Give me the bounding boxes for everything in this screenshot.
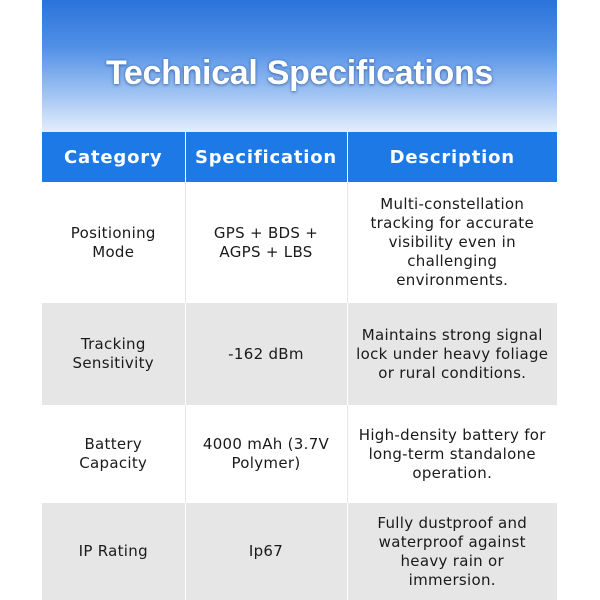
header-category: Category bbox=[42, 132, 185, 182]
cell-description: Fully dustproof and waterproof against heavy rain or immersion. bbox=[347, 503, 557, 600]
table-row bbox=[42, 405, 557, 503]
cell-category: Tracking Sensitivity bbox=[42, 303, 185, 405]
table-row bbox=[42, 503, 557, 600]
cell-category: Positioning Mode bbox=[42, 182, 185, 303]
cell-description: Multi-constellation tracking for accurate visibility even in challenging environments. bbox=[347, 182, 557, 303]
page-title: Technical Specifications bbox=[105, 54, 494, 92]
title-banner bbox=[42, 0, 557, 132]
cell-category: Battery Capacity bbox=[42, 405, 185, 503]
table-row bbox=[42, 303, 557, 405]
cell-description: High-density battery for long-term standalone operation. bbox=[347, 405, 557, 503]
cell-specification: -162 dBm bbox=[185, 303, 347, 405]
table-header-row bbox=[42, 132, 557, 182]
header-specification: Specification bbox=[185, 132, 347, 182]
table-row bbox=[42, 182, 557, 303]
header-description: Description bbox=[347, 132, 557, 182]
cell-specification: Ip67 bbox=[185, 503, 347, 600]
cell-specification: 4000 mAh (3.7V Polymer) bbox=[185, 405, 347, 503]
cell-description: Maintains strong signal lock under heavy foliage or rural conditions. bbox=[347, 303, 557, 405]
cell-category: IP Rating bbox=[42, 503, 185, 600]
cell-specification: GPS + BDS + AGPS + LBS bbox=[185, 182, 347, 303]
spec-table bbox=[42, 132, 557, 600]
